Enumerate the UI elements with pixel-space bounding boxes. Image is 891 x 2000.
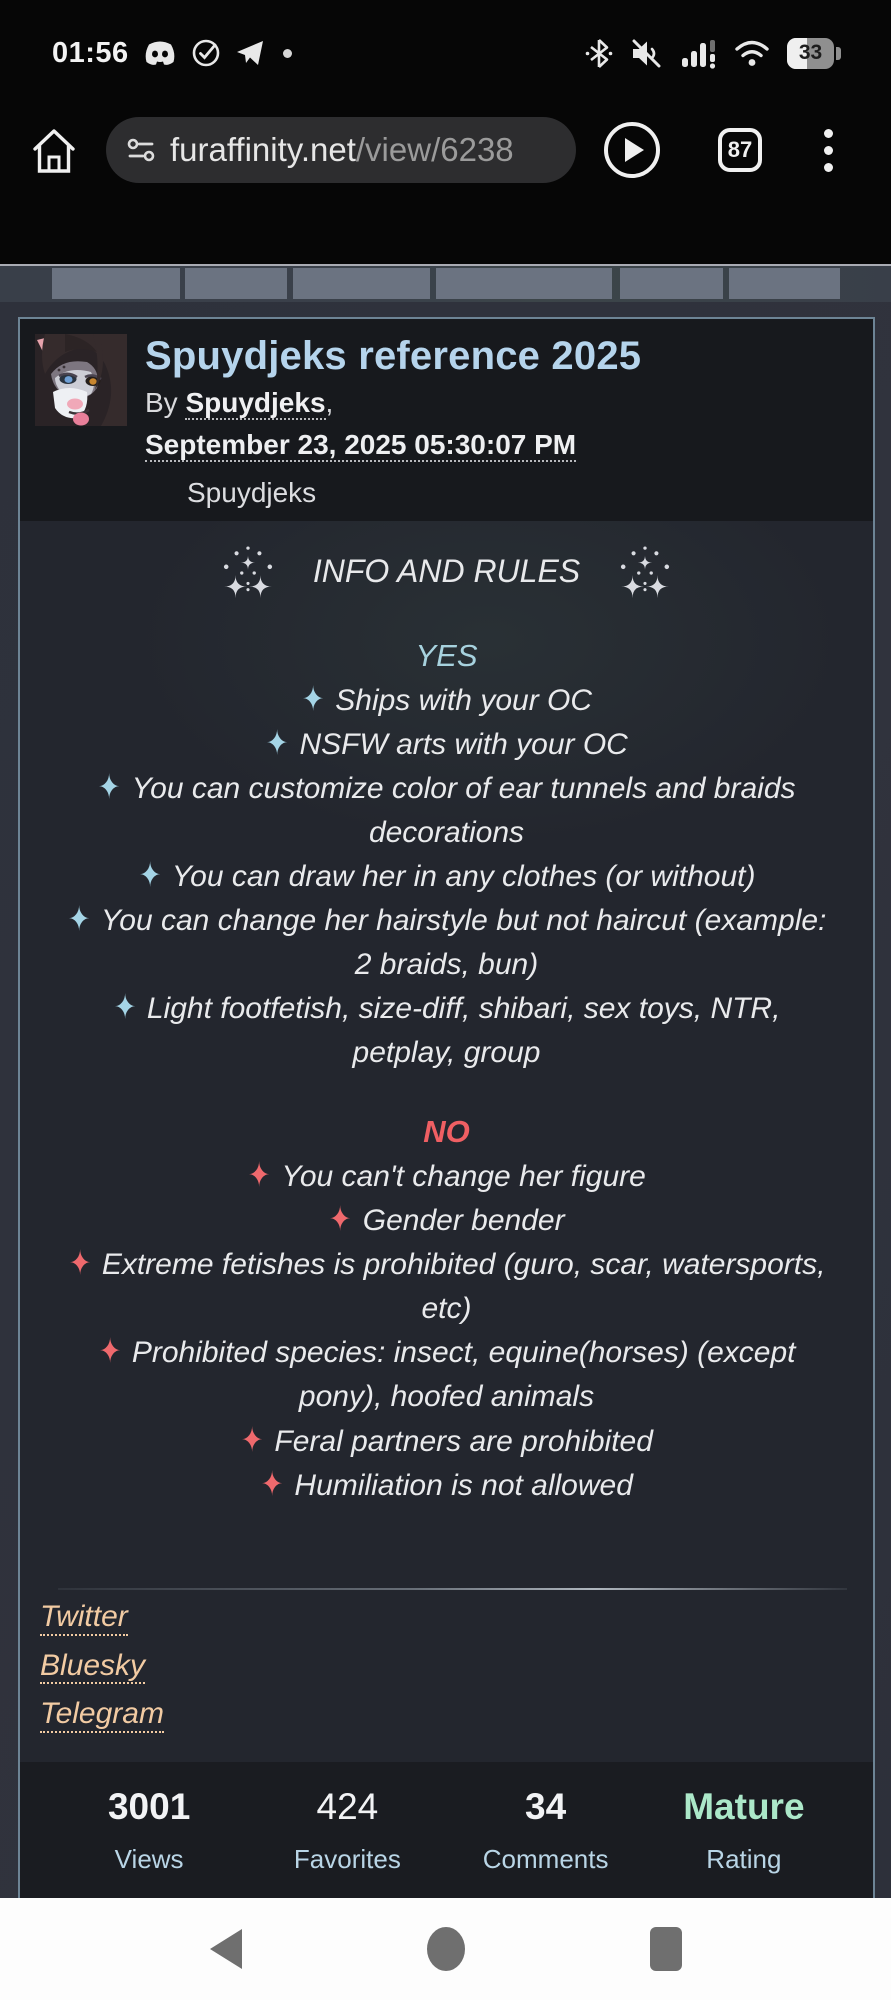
diamond-bullet-icon: ✦ — [138, 857, 161, 895]
home-button[interactable] — [30, 125, 78, 175]
section-divider — [58, 1588, 847, 1590]
list-item: ✦ Feral partners are prohibited — [58, 1420, 835, 1464]
byline — [145, 387, 641, 419]
status-left-icons — [52, 37, 292, 70]
list-item: ✦ You can draw her in any clothes (or without) — [58, 855, 835, 899]
check-circle-icon — [191, 38, 221, 68]
sparkles-icon — [618, 545, 672, 599]
telegram-link[interactable]: Telegram — [40, 1697, 164, 1733]
browser-toolbar — [0, 102, 891, 198]
by-prefix: By — [145, 387, 178, 418]
palette-swatch — [729, 268, 840, 299]
back-button[interactable] — [210, 1929, 242, 1969]
telegram-icon — [235, 39, 265, 68]
rating-label: Rating — [706, 1843, 782, 1874]
discord-icon — [143, 40, 177, 67]
site-settings-icon[interactable] — [126, 135, 156, 165]
submission-header — [20, 319, 873, 521]
no-heading: NO — [423, 1114, 470, 1150]
battery-nub — [836, 47, 841, 60]
diamond-bullet-icon: ✦ — [248, 1157, 271, 1195]
battery-indicator — [787, 38, 841, 69]
comments-count: 34 — [525, 1785, 567, 1827]
recents-button[interactable] — [650, 1927, 682, 1971]
views-label: Views — [114, 1843, 184, 1874]
favorites-count: 424 — [316, 1785, 379, 1827]
yes-heading: YES — [415, 638, 478, 673]
palette-swatch — [293, 268, 430, 299]
sparkles-icon — [221, 545, 275, 599]
url-bar[interactable] — [106, 117, 576, 183]
list-item: ✦ You can customize color of ear tunnels and braids decorations — [58, 767, 835, 855]
diamond-bullet-icon: ✦ — [98, 768, 121, 807]
stats-bar — [20, 1762, 873, 1898]
no-list — [20, 1155, 873, 1508]
browser-chrome — [0, 0, 891, 264]
palette-swatch — [620, 268, 723, 299]
media-play-button[interactable] — [604, 122, 660, 178]
diamond-bullet-icon: ✦ — [67, 901, 90, 939]
android-nav-bar — [0, 1898, 891, 2000]
diamond-bullet-icon: ✦ — [266, 724, 289, 763]
stat-favorites — [248, 1762, 446, 1898]
list-item: ✦ Humiliation is not allowed — [58, 1464, 835, 1508]
diamond-bullet-icon: ✦ — [241, 1421, 264, 1460]
yes-list — [20, 679, 873, 1076]
avatar[interactable] — [35, 334, 127, 426]
browser-menu-button[interactable] — [824, 129, 833, 172]
list-item: ✦ You can't change her figure — [58, 1155, 835, 1199]
list-item: ✦ Prohibited species: insect, equine(horses) (except pony), hoofed animals — [58, 1331, 835, 1419]
list-item: ✦ Ships with your OC — [58, 679, 835, 723]
url-path: /view/6238 — [355, 131, 514, 168]
clock: 01:56 — [52, 36, 129, 69]
wifi-icon — [734, 39, 770, 67]
keywords-line[interactable]: Spuydjeks — [187, 477, 317, 508]
diamond-bullet-icon: ✦ — [98, 1333, 121, 1372]
diamond-bullet-icon: ✦ — [329, 1201, 352, 1239]
favorites-label: Favorites — [293, 1843, 401, 1874]
stat-views — [50, 1762, 248, 1898]
submission-description — [20, 521, 873, 1508]
bluetooth-icon — [585, 38, 613, 69]
tab-count: 87 — [727, 137, 753, 162]
submission-meta — [145, 334, 641, 509]
twitter-link[interactable]: Twitter — [40, 1600, 128, 1636]
rating-value: Mature — [683, 1785, 805, 1827]
status-bar — [0, 0, 891, 92]
views-count: 3001 — [107, 1785, 191, 1827]
post-date: September 23, 2025 05:30:07 PM — [145, 429, 577, 460]
cell-signal-alert-icon — [680, 38, 717, 69]
volume-muted-icon — [630, 38, 663, 69]
list-item: ✦ NSFW arts with your OC — [58, 723, 835, 767]
palette-swatch — [436, 268, 612, 299]
palette-swatch — [185, 268, 287, 299]
list-item: ✦ Gender bender — [58, 1199, 835, 1243]
url-domain: furaffinity.net — [170, 131, 356, 168]
author-comma: , — [325, 387, 334, 418]
rules-header: INFO AND RULES — [312, 553, 581, 590]
submission-image-bottom-edge[interactable] — [0, 264, 891, 302]
diamond-bullet-icon: ✦ — [301, 680, 325, 719]
stat-comments — [447, 1762, 645, 1898]
notification-dot — [283, 49, 292, 58]
home-nav-button[interactable] — [427, 1927, 465, 1971]
comments-label: Comments — [482, 1843, 609, 1874]
diamond-bullet-icon: ✦ — [68, 1245, 91, 1283]
list-item: ✦ Extreme fetishes is prohibited (guro, scar, watersports, etc) — [58, 1243, 835, 1331]
tab-switcher-button[interactable] — [718, 128, 762, 172]
page-content — [0, 264, 891, 1898]
author-link[interactable]: Spuydjeks — [185, 387, 326, 418]
play-icon — [625, 138, 644, 162]
diamond-bullet-icon: ✦ — [113, 989, 136, 1028]
diamond-bullet-icon: ✦ — [261, 1465, 284, 1504]
list-item: ✦ You can change her hairstyle but not haircut (example: 2 braids, bun) — [58, 899, 835, 987]
url-text[interactable] — [170, 131, 514, 169]
list-item: ✦ Light footfetish, size-diff, shibari, sex toys, NTR, petplay, group — [58, 987, 835, 1075]
submission-title: Spuydjeks reference 2025 — [145, 334, 642, 378]
status-right-icons — [585, 38, 841, 69]
palette-swatch — [52, 268, 180, 299]
external-links — [40, 1600, 164, 1746]
submission-panel — [18, 317, 875, 1898]
bluesky-link[interactable]: Bluesky — [40, 1649, 145, 1685]
battery-percent: 33 — [798, 41, 823, 64]
rules-header-row — [20, 545, 873, 599]
stat-rating — [645, 1762, 843, 1898]
